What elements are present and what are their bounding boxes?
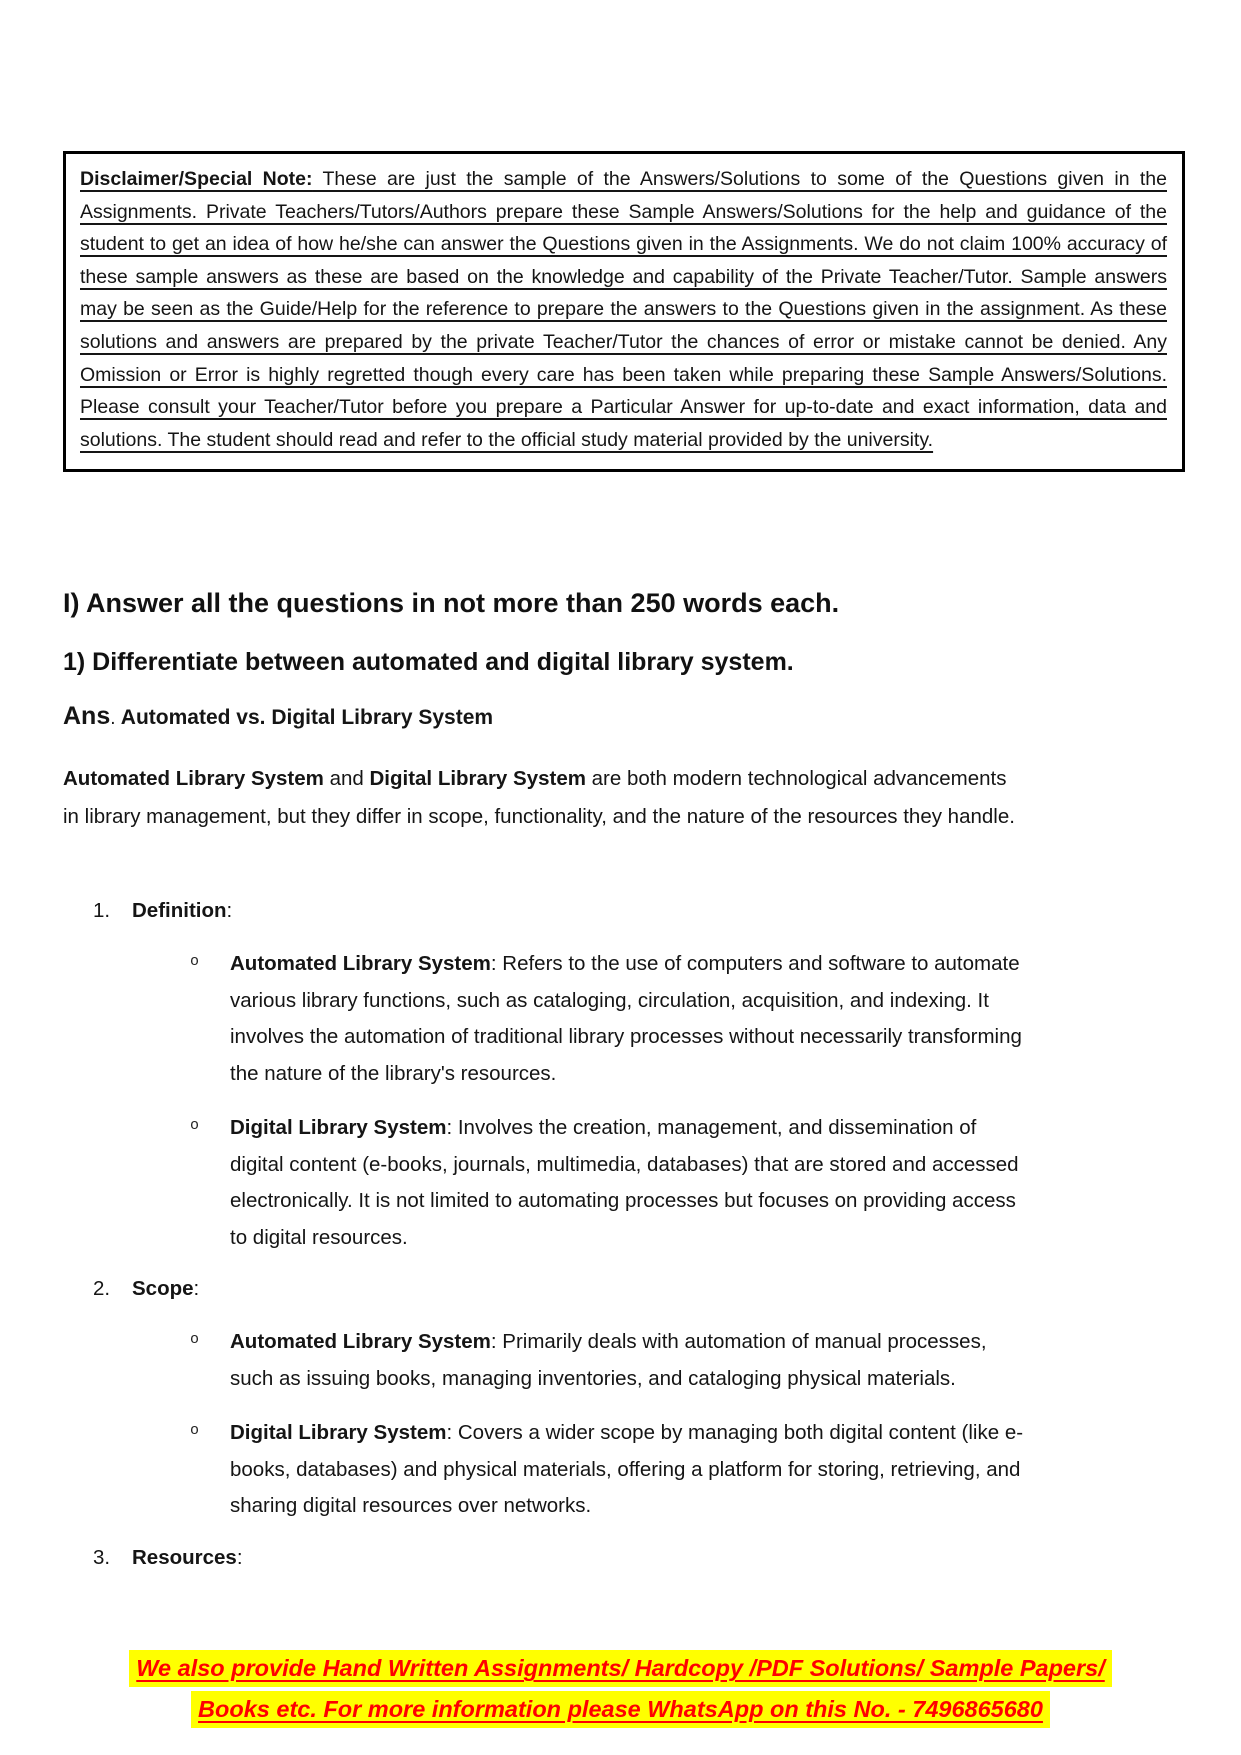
answer-label: Ans <box>63 702 111 730</box>
bullet-term: Digital Library System <box>230 1116 447 1139</box>
list-number: 3. <box>93 1545 111 1569</box>
intro-bold-term-1: Automated Library System <box>63 767 324 790</box>
list-item-resources <box>93 1543 1073 1573</box>
bullet-paragraph <box>230 1110 1033 1256</box>
bullet-description: : Primarily deals with automation of manual processes, such as issuing books, managing inventories, and cataloging physical materials. <box>230 1330 987 1390</box>
answer-intro-paragraph <box>63 760 1015 836</box>
list-item-definition <box>93 896 1073 926</box>
list-title-colon: : <box>236 1545 243 1569</box>
bullet-item <box>190 1415 1073 1525</box>
answer-label-separator: . <box>110 708 121 729</box>
list-number: 1. <box>93 899 111 922</box>
question-heading: 1) Differentiate between automated and digital library system. <box>63 648 794 676</box>
answer-list <box>63 880 1073 1593</box>
disclaimer-box <box>63 151 1185 472</box>
bullet-description: : Involves the creation, management, and dissemination of digital content (e-books, journals, multimedia, databases) that are stored and accessed electronically. It is not limited to automating processes but focuses on providing access to digital resources. <box>230 1116 1019 1249</box>
intro-rest-text: are both modern technological advancements in library management, but they differ in scope, functionality, and the nature of the resources they handle. <box>63 767 1015 828</box>
answer-title: Automated vs. Digital Library System <box>120 706 494 729</box>
circle-bullet-icon: o <box>190 1331 200 1348</box>
bullet-paragraph <box>230 1324 1033 1397</box>
bullet-term: Automated Library System <box>230 952 491 975</box>
bullet-description: : Covers a wider scope by managing both digital content (like e-books, databases) and physical materials, offering a platform for storing, retrieving, and sharing digital resources over networks. <box>230 1421 1024 1517</box>
list-title: Definition <box>132 899 227 922</box>
list-title-colon: : <box>226 899 233 922</box>
circle-bullet-icon: o <box>190 1422 200 1439</box>
circle-bullet-icon: o <box>190 1117 200 1134</box>
list-title-colon: : <box>193 1277 200 1300</box>
list-title: Resources <box>132 1545 237 1569</box>
bullet-paragraph <box>230 1415 1033 1525</box>
bullet-item <box>190 1324 1073 1397</box>
circle-bullet-icon: o <box>190 953 200 970</box>
bullet-term: Automated Library System <box>230 1330 491 1353</box>
promo-highlight-text: Books etc. For more information please WhatsApp on this No. - 7496865680 <box>191 1691 1050 1728</box>
list-title: Scope <box>132 1277 194 1300</box>
bullet-description: : Refers to the use of computers and software to automate various library functions, such as cataloging, circulation, acquisition, and indexing. It involves the automation of traditional library processes without necessarily transforming the nature of the library's resources. <box>230 952 1022 1085</box>
promo-line-1 <box>0 1650 1241 1691</box>
bullet-item <box>190 1110 1073 1256</box>
bullet-term: Digital Library System <box>230 1421 447 1444</box>
bullet-paragraph <box>230 946 1033 1092</box>
intro-join-text: and <box>323 767 370 790</box>
list-item-scope <box>93 1274 1073 1304</box>
disclaimer-paragraph <box>80 163 1167 456</box>
list-number: 2. <box>93 1277 111 1300</box>
intro-bold-term-2: Digital Library System <box>369 767 586 790</box>
disclaimer-label: Disclaimer/Special Note: <box>80 168 313 190</box>
section-heading: I) Answer all the questions in not more than 250 words each. <box>63 588 840 618</box>
disclaimer-body-text: These are just the sample of the Answers/Solutions to some of the Questions given in the Assignments. Private Teachers/Tutors/Authors prepare these Sample Answers/Solutions for the help and guidance of the student to get an idea of how he/she can answer the Questions given in the Assignments. We do not claim 100% accuracy of these sample answers as these are based on the knowledge and capability of the Private Teacher/Tutor. Sample answers may be seen as the Guide/Help for the reference to prepare the answers to the Questions given in the assignment. As these solutions and answers are prepared by the private Teacher/Tutor the chances of error or mistake cannot be denied. Any Omission or Error is highly regretted though every care has been taken while preparing these Sample Answers/Solutions. Please consult your Teacher/Tutor before you prepare a Particular Answer for up-to-date and exact information, data and solutions. The student should read and refer to the official study material provided by the university. <box>80 168 1167 451</box>
answer-line <box>63 702 493 731</box>
bullet-item <box>190 946 1073 1092</box>
promo-line-2 <box>0 1691 1241 1732</box>
promo-highlight-text: We also provide Hand Written Assignments/ Hardcopy /PDF Solutions/ Sample Papers/ <box>129 1650 1112 1687</box>
promo-footer <box>0 1650 1241 1732</box>
